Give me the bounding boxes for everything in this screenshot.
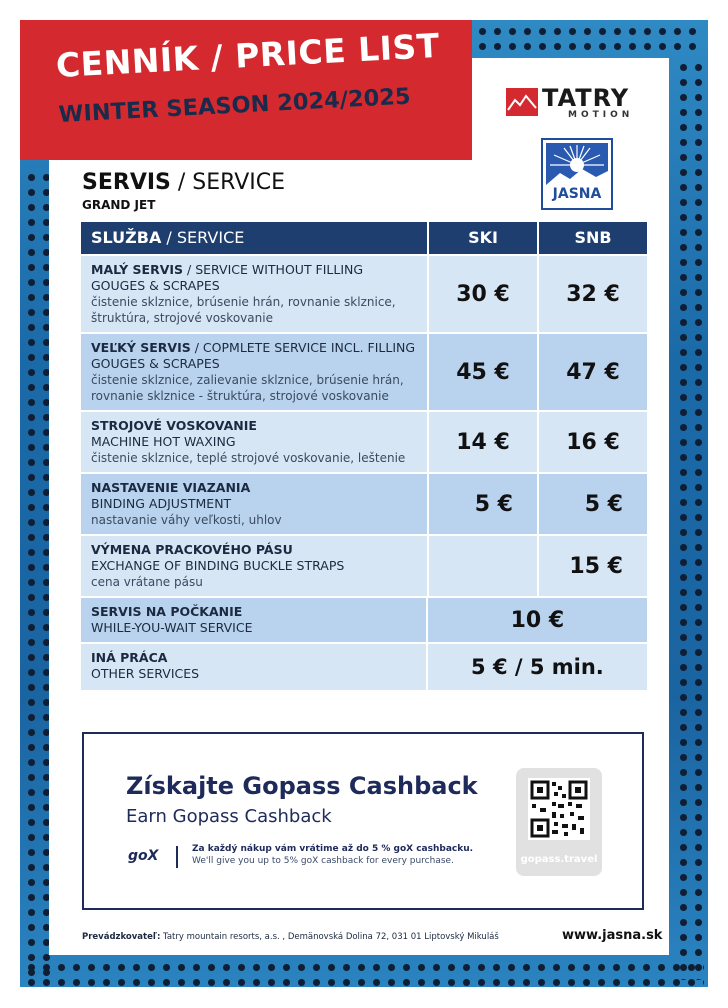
service-description bbox=[81, 256, 427, 332]
cashback-box bbox=[82, 732, 644, 910]
footer-operator bbox=[82, 932, 499, 942]
section-title-sk: SERVIS bbox=[82, 170, 171, 195]
service-note: čistenie sklznice, brúsenie hrán, rovnanie sklznice, štruktúra, strojové voskovanie bbox=[91, 295, 396, 325]
service-note: nastavanie váhy veľkosti, uhlov bbox=[91, 513, 282, 527]
qr-code-label: gopass.travel bbox=[520, 854, 598, 865]
service-note: cena vrátane pásu bbox=[91, 575, 203, 589]
price-table bbox=[81, 222, 647, 690]
header-service-sk: SLUŽBA bbox=[91, 228, 162, 247]
header-service bbox=[81, 222, 427, 254]
cashback-title: Získajte Gopass Cashback bbox=[126, 772, 478, 800]
qr-code-card[interactable] bbox=[516, 768, 602, 876]
service-description bbox=[81, 598, 426, 642]
season-title: WINTER SEASON 2024/2025 bbox=[58, 83, 412, 128]
service-description bbox=[81, 536, 427, 596]
header-snb: SNB bbox=[537, 222, 647, 254]
service-name-en: EXCHANGE OF BINDING BUCKLE STRAPS bbox=[91, 558, 345, 573]
service-name-sk: NASTAVENIE VIAZANIA bbox=[91, 480, 251, 495]
cashback-text-sk: Za každý nákup vám vrátime až do 5 % goX cashbacku. bbox=[192, 844, 474, 854]
table-header bbox=[81, 222, 647, 254]
motion-logo-text: MOTION bbox=[568, 110, 634, 120]
price-snb: 16 € bbox=[537, 412, 647, 472]
price-merged: 10 € bbox=[426, 598, 647, 642]
dot-pattern-right bbox=[676, 60, 706, 980]
operator-text: Tatry mountain resorts, a.s. , Demänovská Dolina 72, 031 01 Liptovský Mikuláš bbox=[163, 932, 499, 942]
service-name-en: BINDING ADJUSTMENT bbox=[91, 496, 232, 511]
service-name-en: / COPMLETE SERVICE INCL. FILLING GOUGES & SCRAPES bbox=[91, 340, 416, 371]
cashback-subtitle: Earn Gopass Cashback bbox=[126, 806, 332, 827]
table-row bbox=[81, 254, 647, 332]
table-row bbox=[81, 332, 647, 410]
header-service-en: / SERVICE bbox=[166, 228, 245, 247]
service-name-sk: STROJOVÉ VOSKOVANIE bbox=[91, 418, 257, 433]
dot-pattern-bottom bbox=[24, 960, 704, 986]
service-description bbox=[81, 474, 427, 534]
dot-pattern-top bbox=[475, 24, 700, 54]
divider bbox=[176, 846, 178, 868]
price-ski bbox=[427, 536, 537, 596]
table-row bbox=[81, 534, 647, 596]
service-name-sk: VEĽKÝ SERVIS bbox=[91, 340, 191, 355]
sun-icon bbox=[546, 143, 608, 185]
price-ski: 14 € bbox=[427, 412, 537, 472]
section-subtitle: GRAND JET bbox=[82, 198, 156, 212]
service-name-sk: INÁ PRÁCA bbox=[91, 650, 168, 665]
table-row bbox=[81, 472, 647, 534]
qr-code-icon bbox=[528, 778, 590, 840]
jasna-logo bbox=[541, 138, 613, 210]
service-description bbox=[81, 334, 427, 410]
page-title: CENNÍK / PRICE LIST bbox=[55, 25, 441, 85]
service-name-en: MACHINE HOT WAXING bbox=[91, 434, 236, 449]
header-ski: SKI bbox=[427, 222, 537, 254]
table-row bbox=[81, 410, 647, 472]
service-name-en: WHILE-YOU-WAIT SERVICE bbox=[91, 620, 253, 635]
service-name-en: OTHER SERVICES bbox=[91, 666, 200, 681]
price-snb: 47 € bbox=[537, 334, 647, 410]
price-merged: 5 € / 5 min. bbox=[426, 644, 647, 690]
service-name-sk: VÝMENA PRACKOVÉHO PÁSU bbox=[91, 542, 293, 557]
service-note: čistenie sklznice, teplé strojové voskovanie, leštenie bbox=[91, 451, 406, 465]
price-ski: 45 € bbox=[427, 334, 537, 410]
operator-label: Prevádzkovateľ: bbox=[82, 932, 161, 942]
section-title-en: / SERVICE bbox=[177, 170, 286, 195]
website-link[interactable]: www.jasna.sk bbox=[562, 928, 663, 943]
price-snb: 5 € bbox=[537, 474, 647, 534]
service-description bbox=[81, 412, 427, 472]
price-snb: 32 € bbox=[537, 256, 647, 332]
table-row bbox=[81, 642, 647, 690]
tatry-motion-logo bbox=[506, 84, 646, 120]
price-snb: 15 € bbox=[537, 536, 647, 596]
price-ski: 30 € bbox=[427, 256, 537, 332]
gox-logo: goX bbox=[128, 848, 159, 864]
tatry-logo-text: TATRY bbox=[542, 84, 630, 112]
service-description bbox=[81, 644, 426, 690]
table-row bbox=[81, 596, 647, 642]
service-name-sk: SERVIS NA POČKANIE bbox=[91, 604, 243, 619]
service-name-sk: MALÝ SERVIS bbox=[91, 262, 184, 277]
service-name-en: / SERVICE WITHOUT FILLING GOUGES & SCRAPES bbox=[91, 262, 364, 293]
cashback-text-en: We'll give you up to 5% goX cashback for every purchase. bbox=[192, 856, 454, 866]
jasna-logo-text: JASNA bbox=[552, 186, 602, 202]
mountain-icon bbox=[506, 88, 538, 116]
service-note: čistenie sklznice, zalievanie sklznice, brúsenie hrán, rovnanie sklznice - štruktúra, strojové voskovanie bbox=[91, 373, 404, 403]
price-ski: 5 € bbox=[427, 474, 537, 534]
section-title bbox=[82, 170, 285, 195]
